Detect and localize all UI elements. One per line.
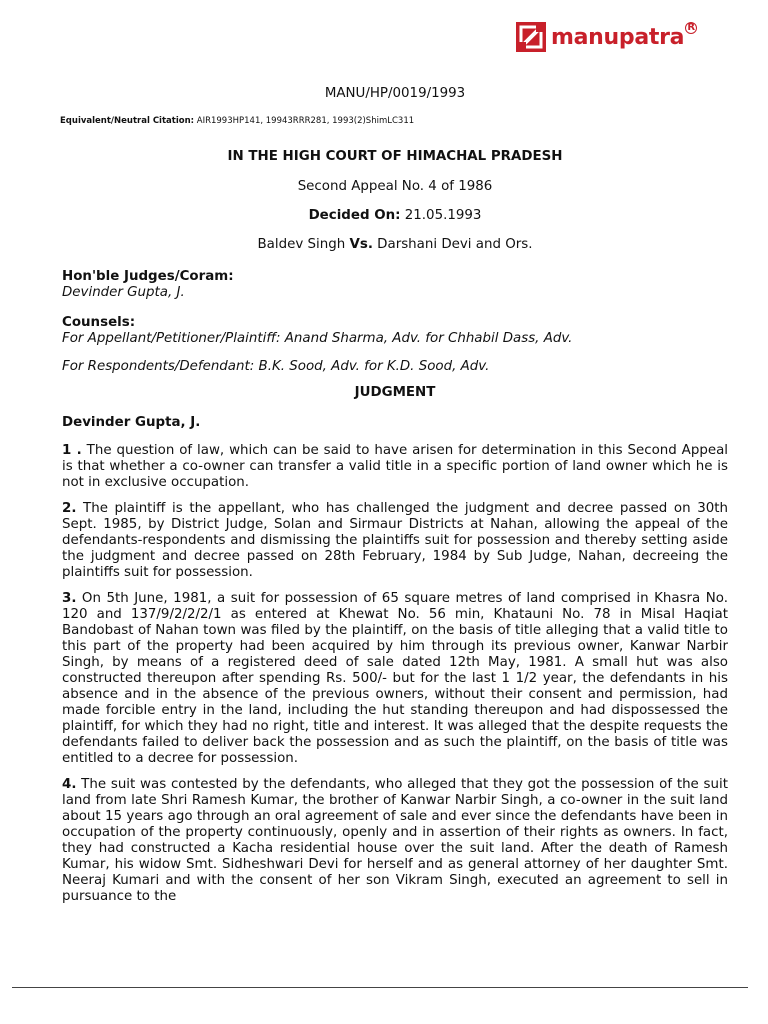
judges-label: Hon'ble Judges/Coram: xyxy=(62,269,234,284)
judgment-author: Devinder Gupta, J. xyxy=(62,415,201,430)
paragraph-text: The plaintiff is the appellant, who has challenged the judgment and decree passed on 30th Sept. 1985, by District Judge, Solan and Sirmaur Districts at Nahan, allowing the appeal of the defendants-respondents and dismissing the plaintiffs suit for possession and thereby setting aside the judgment and decree passed on 28th February, 1984 by Sub Judge, Nahan, decreeing the plaintiffs suit for possession. xyxy=(62,501,728,580)
respondent-counsel: For Respondents/Defendant: B.K. Sood, Adv. for K.D. Sood, Adv. xyxy=(62,359,490,374)
paragraph-number: 1 . xyxy=(62,443,82,458)
case-parties xyxy=(62,237,728,253)
decided-on-label: Decided On: xyxy=(308,208,401,223)
citation-id: MANU/HP/0019/1993 xyxy=(324,86,466,101)
manupatra-logo xyxy=(516,22,697,52)
versus: Vs. xyxy=(349,237,373,252)
judgment-heading: JUDGMENT xyxy=(354,385,436,400)
counsels-section xyxy=(62,315,728,375)
page-footer-rule xyxy=(12,987,748,988)
judges-section xyxy=(62,269,728,301)
court-name: IN THE HIGH COURT OF HIMACHAL PRADESH xyxy=(227,149,563,164)
paragraph-text: On 5th June, 1981, a suit for possession of 65 square metres of land comprised in Khasra No. 120 and 137/9/2/2/2/1 as entered at Khewat No. 56 min, Khatauni No. 78 in Misal Haqiat Bandobast of Nahan town was filed by the plaintiff, on the basis of title alleging that a valid title to this part of the property had been acquired by him through its previous owner, Kanwar Narbir Singh, by means of a registered deed of sale dated 12th May, 1981. A small hut was also constructed thereupon after spending Rs. 500/- but for the last 1 1/2 year, the defendants in his absence and in the absence of the previous owners, without their consent and permission, had made forcible entry in the land, including the hut standing thereupon and had dispossessed the plaintiff, for which they had no right, title and interest. It was alleged that the despite requests the defendants failed to deliver back the possession and as such the plaintiff, on the basis of title was entitled to a decree for possession. xyxy=(62,591,728,766)
paragraph-4 xyxy=(62,777,728,905)
decided-on-date: 21.05.1993 xyxy=(404,208,482,223)
counsels-label: Counsels: xyxy=(62,315,136,330)
paragraph-3 xyxy=(62,591,728,767)
brand-name: manupatra xyxy=(551,24,685,50)
document-body xyxy=(62,86,728,915)
case-number: Second Appeal No. 4 of 1986 xyxy=(297,179,493,194)
judges-value: Devinder Gupta, J. xyxy=(62,285,185,300)
equivalent-citation-value: AIR1993HP141, 19943RRR281, 1993(2)ShimLC311 xyxy=(196,116,415,126)
appellant-counsel: For Appellant/Petitioner/Plaintiff: Anand Sharma, Adv. for Chhabil Dass, Adv. xyxy=(62,331,573,346)
appellant-name: Baldev Singh xyxy=(257,237,346,252)
paragraph-text: The suit was contested by the defendants, who alleged that they got the possession of the suit land from late Shri Ramesh Kumar, the brother of Kanwar Narbir Singh, a co-owner in the suit land about 15 years ago through an oral agreement of sale and ever since the defendants have been in occupation of the property continuously, openly and in assertion of their rights as owners. In fact, they had constructed a Kacha residential house over the suit land. After the death of Ramesh Kumar, his widow Smt. Sidheshwari Devi for herself and as general attorney of her daughter Smt. Neeraj Kumari and with the consent of her son Vikram Singh, executed an agreement to sell in pursuance to the xyxy=(62,777,728,904)
paragraph-2 xyxy=(62,501,728,581)
equivalent-citation xyxy=(60,116,728,127)
registered-mark: R xyxy=(685,22,697,34)
equivalent-citation-label: Equivalent/Neutral Citation: xyxy=(60,116,195,126)
manupatra-logo-icon xyxy=(516,22,546,52)
paragraph-number: 3. xyxy=(62,591,77,606)
decided-on xyxy=(62,208,728,224)
paragraph-number: 4. xyxy=(62,777,77,792)
paragraph-text: The question of law, which can be said to have arisen for determination in this Second Appeal is that whether a co-owner can transfer a valid title in a specific portion of land owner which he is not in exclusive occupation. xyxy=(62,443,728,490)
respondent-name: Darshani Devi and Ors. xyxy=(377,237,533,252)
paragraph-1 xyxy=(62,443,728,491)
paragraph-number: 2. xyxy=(62,501,77,516)
